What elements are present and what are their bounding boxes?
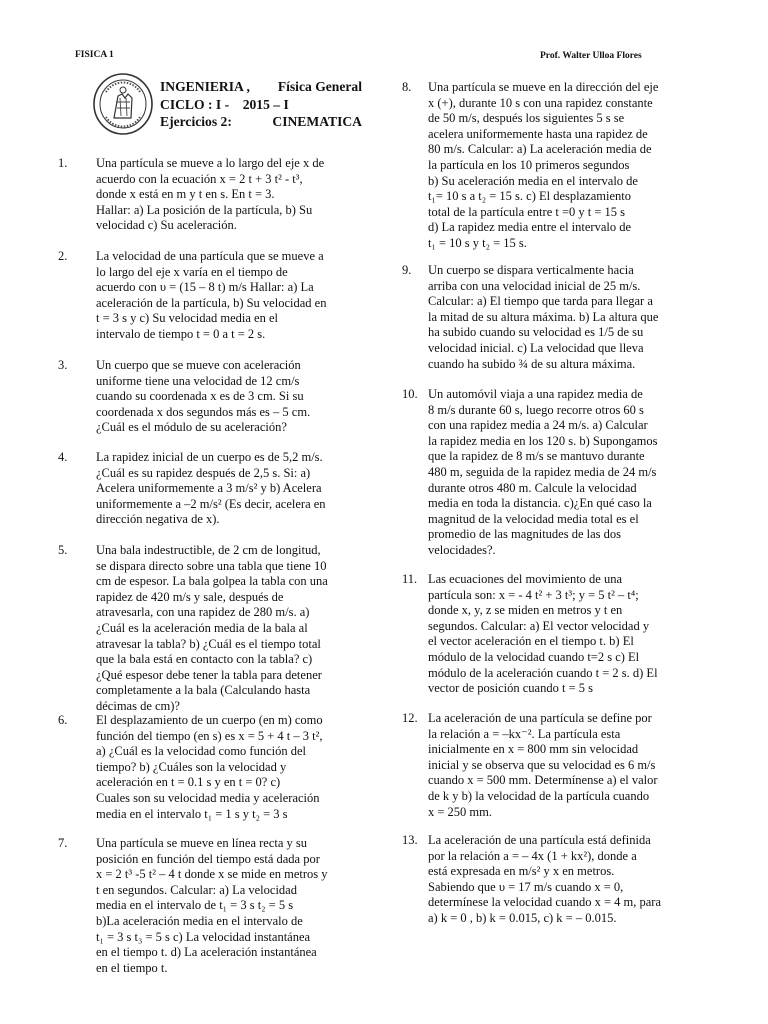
- problem-text: Una partícula se mueve en la dirección del eje x (+), durante 10 s con una rapidez constante de 50 m/s, después los siguientes 5 s se acelera uniformemente hasta una rapidez de 80 m/s. Calcular: a) La aceleración media de la partícula en los 10 primeros segundos b) Su aceleración media en el intervalo de t₁= 10 s a t₂ = 15 s. c) El desplazamiento total de la partícula entre t =0 y t = 15 s d) La rapidez media entre el intervalo de t₁ = 10 s y t₂ = 15 s.: [428, 80, 659, 250]
- problem-text: Una bala indestructible, de 2 cm de longitud, se dispara directo sobre una tabla que tiene 10 cm de espesor. La bala golpea la tabla con una rapidez de 420 m/s y sale, después de atravesarla, con una rapidez de 280 m/s. a) ¿Cuál es la aceleración media de la bala al atravesar la tabla? b) ¿Cuál es el tiempo total que la bala está en contacto con la tabla? c) ¿Qué espesor debe tener la tabla para detener completamente a la bala (Calculando hasta décimas de cm)?: [96, 543, 328, 713]
- problem-text: Las ecuaciones del movimiento de una partícula son: x = - 4 t² + 3 t³; y = 5 t² – t⁴; donde x, y, z se miden en metros y t en segundos. Calcular: a) El vector velocidad y el vector aceleración en el tiempo t. b) El módulo de la velocidad cuando t=2 s c) El módulo de la aceleración cuando t = 2 s. d) El vector de posición cuando t = 5 s: [428, 572, 658, 696]
- problem-number: 12.: [402, 711, 418, 725]
- problem-text: La velocidad de una partícula que se mueve a lo largo del eje x varía en el tiempo de acuerdo con υ = (15 – 8 t) m/s Hallar: a) La aceleración de la partícula, b) Su velocidad en t = 3 s y c) Su velocidad media en el intervalo de tiempo t = 0 a t = 2 s.: [96, 249, 327, 341]
- problem-number: 9.: [402, 263, 412, 277]
- title-line-1: [160, 78, 362, 96]
- subject-label: Física General: [277, 79, 362, 94]
- problem-number: 13.: [402, 833, 418, 847]
- problem-text: Un cuerpo se dispara verticalmente hacia arriba con una velocidad inicial de 25 m/s. Calcular: a) El tiempo que tarda para llegar a la mitad de su altura máxima. b) La altura que ha subido cuando su velocidad es 1/5 de su velocidad inicial. c) La velocidad que lleva cuando ha subido ¾ de su altura máxima.: [428, 263, 659, 371]
- problem-text: Una partícula se mueve a lo largo del eje x de acuerdo con la ecuación x = 2 t + 3 t² - t³, donde x está en m y t en s. En t = 3. Hallar: a) La posición de la partícula, b) Su velocidad c) Su aceleración.: [96, 156, 325, 233]
- problem-number: 11.: [402, 572, 418, 586]
- course-name: FISICA 1: [75, 50, 114, 60]
- title-line-2: [160, 96, 362, 114]
- problem-number: 7.: [58, 836, 68, 850]
- sheet-title: [160, 78, 362, 131]
- title-line-3: [160, 113, 362, 131]
- professor-name: Prof. Walter Ulloa Flores: [540, 51, 642, 61]
- problem-text: Una partícula se mueve en línea recta y su posición en función del tiempo está dada por x = 2 t³ -5 t² – 4 t donde x se mide en metros y t en segundos. Calcular: a) La velocidad media en el intervalo de t₁ = 3 s t₂ = 5 s b)La aceleración media en el intervalo de t₁ = 3 s t₃ = 5 s c) La velocidad instantánea en el tiempo t. d) La aceleración instantánea en el tiempo t.: [96, 836, 328, 975]
- problem-text: La aceleración de una partícula está definida por la relación a = – 4x (1 + kx²), donde a está expresada en m/s² y x en metros. Sabiendo que υ = 17 m/s cuando x = 0, determínese la velocidad cuando x = 4 m, para a) k = 0 , b) k = 0.015, c) k = – 0.015.: [428, 833, 662, 925]
- problem-number: 1.: [58, 156, 68, 170]
- problem-text: La rapidez inicial de un cuerpo es de 5,2 m/s. ¿Cuál es su rapidez después de 2,5 s. Si: a) Acelera uniformemente a 3 m/s² y b) Acelera uniformemente a –2 m/s² (Es decir, acelera en dirección negativa de x).: [96, 450, 326, 527]
- problem-number: 2.: [58, 249, 68, 263]
- problem-number: 10.: [402, 387, 418, 401]
- problem-number: 8.: [402, 80, 412, 94]
- problem-number: 4.: [58, 450, 68, 464]
- problem-number: 5.: [58, 543, 68, 557]
- problem-text: El desplazamiento de un cuerpo (en m) como función del tiempo (en s) es x = 5 + 4 t – 3 t², a) ¿Cuál es la velocidad como función del tiempo? b) ¿Cuáles son la velocidad y aceleración en t = 0.1 s y en t = 0? c) Cuales son su velocidad media y aceleración media en el intervalo t₁ = 1 s y t₂ = 3 s: [96, 713, 323, 821]
- problem-number: 6.: [58, 713, 68, 727]
- cycle-label: CICLO : I - 2015 – I: [160, 96, 289, 112]
- problem-text: Un automóvil viaja a una rapidez media de 8 m/s durante 60 s, luego recorre otros 60 s con una rapidez media a 24 m/s. a) Calcular la rapidez media en los 120 s. b) Supongamos que la rapidez de 8 m/s se mantuvo durante 480 m, seguida de la rapidez media de 24 m/s durante otros 480 m. Calcule la velocidad media en toda la distancia. c)¿En qué caso la magnitud de la velocidad media total es el promedio de las magnitudes de las dos velocidades?.: [428, 387, 658, 557]
- problem-number: 3.: [58, 358, 68, 372]
- program-label: INGENIERIA ,: [160, 79, 250, 94]
- exercise-set-label: Ejercicios 2:: [160, 114, 232, 129]
- problem-text: La aceleración de una partícula se define por la relación a = –kx⁻². La partícula esta inicialmente en x = 800 mm sin velocidad inicial y se observa que su velocidad es 6 m/s cuando x = 500 mm. Determínense a) el valor de k y b) la velocidad de la partícula cuando x = 250 mm.: [428, 711, 658, 819]
- university-seal-logo: [92, 72, 154, 136]
- topic-label: CINEMATICA: [272, 114, 362, 129]
- problem-text: Un cuerpo que se mueve con aceleración uniforme tiene una velocidad de 12 cm/s cuando su coordenada x es de 3 cm. Si su coordenada x dos segundos más es – 5 cm. ¿Cuál es el módulo de su aceleración?: [96, 358, 311, 435]
